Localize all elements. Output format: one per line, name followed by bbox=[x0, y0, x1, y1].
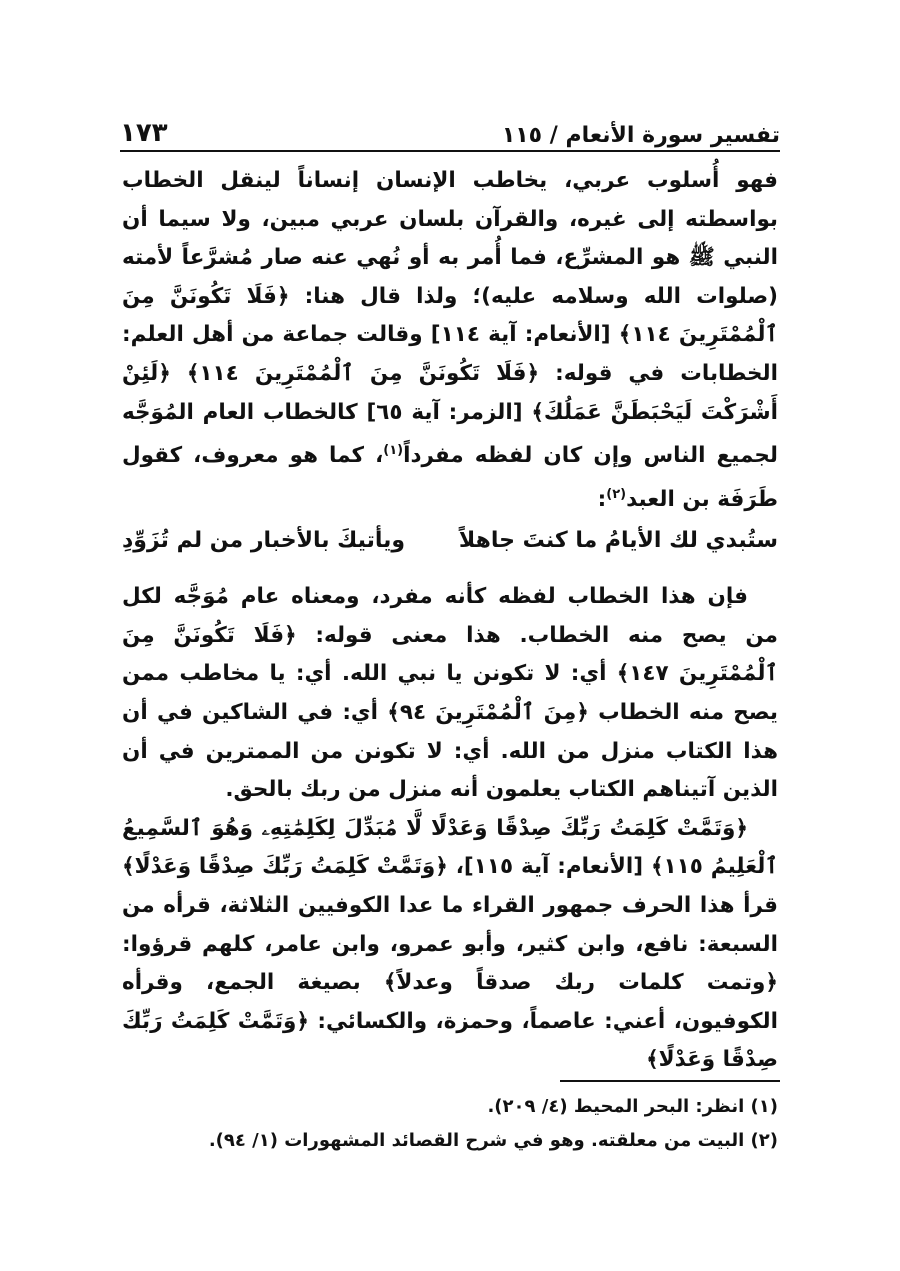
paragraph-1-tail: ، كما هو معروف، كقول طَرَفَة بن العبد bbox=[122, 443, 778, 513]
verse-second-hemistich: ويأتيكَ بالأخبار من لم تُزَوِّدِ bbox=[122, 527, 406, 553]
header-divider bbox=[120, 150, 780, 152]
paragraph-1 bbox=[122, 162, 778, 520]
page-number: ١٧٣ bbox=[120, 118, 168, 148]
running-header bbox=[120, 108, 780, 148]
paragraph-1-text: فهو أُسلوب عربي، يخاطب الإنسان إنساناً لينقل الخطاب بواسطته إلى غيره، والقرآن بلسان عربي مبين، ولا سيما أن النبي ﷺ هو المشرِّع، فما أُمر به أو نُهي عنه صار مُشرَّعاً لأمته (صلوات الله وسلامه عليه)؛ ولذا قال هنا: ﴿فَلَا تَكُونَنَّ مِنَ ٱلْمُمْتَرِينَ ١١٤﴾ [الأنعام: آية ١١٤] وقالت جماعة من أهل العلم: الخطابات في قوله: ﴿فَلَا تَكُونَنَّ مِنَ ٱلْمُمْتَرِينَ ١١٤﴾ ﴿لَئِنْ أَشْرَكْتَ لَيَحْبَطَنَّ عَمَلُكَ﴾ [الزمر: آية ٦٥] كالخطاب العام المُوَجَّه لجميع الناس وإن كان لفظه مفرداً bbox=[122, 168, 778, 469]
verse-first-hemistich: ستُبدي لك الأيامُ ما كنتَ جاهلاً bbox=[458, 527, 778, 553]
paragraph-3: ﴿وَتَمَّتْ كَلِمَتُ رَبِّكَ صِدْقًا وَعَدْلًا لَّا مُبَدِّلَ لِكَلِمَٰتِهِۦ وَهُوَ ٱلسَّمِيعُ ٱلْعَلِيمُ ١١٥﴾ [الأنعام: آية ١١٥]، ﴿وَتَمَّتْ كَلِمَتُ رَبِّكَ صِدْقًا وَعَدْلًا﴾ قرأ هذا الحرف جمهور القراء ما عدا الكوفيين الثلاثة، قرأه من السبعة: نافع، وابن كثير، وأبو عمرو، وابن عامر، كلهم قرؤوا: ﴿وتمت كلمات ربك صدقاً وعدلاً﴾ بصيغة الجمع، وقرأه الكوفيون، أعني: عاصماً، وحمزة، والكسائي: ﴿وَتَمَّتْ كَلِمَتُ رَبِّكَ صِدْقًا وَعَدْلًا﴾ bbox=[122, 815, 778, 1073]
poetry-verse bbox=[122, 522, 778, 561]
main-text bbox=[122, 162, 778, 1080]
footnotes bbox=[122, 1090, 778, 1158]
running-title: تفسير سورة الأنعام / ١١٥ bbox=[501, 123, 780, 148]
footnote-ref-2[interactable]: (٢) bbox=[606, 486, 627, 502]
footnote-ref-1[interactable]: (١) bbox=[383, 443, 404, 459]
footnote-2: (٢) البيت من معلقته. وهو في شرح القصائد المشهورات (١/ ٩٤). bbox=[208, 1130, 778, 1151]
footnote-divider bbox=[560, 1080, 780, 1082]
paragraph-1-end: : bbox=[597, 487, 607, 513]
footnote-1: (١) انظر: البحر المحيط (٤/ ٢٠٩). bbox=[487, 1096, 778, 1117]
paragraph-2: فإن هذا الخطاب لفظه كأنه مفرد، ومعناه عام مُوَجَّه لكل من يصح منه الخطاب. هذا معنى قوله: ﴿فَلَا تَكُونَنَّ مِنَ ٱلْمُمْتَرِينَ ١٤٧﴾ أي: لا تكونن يا نبي الله. أي: يا مخاطب ممن يصح منه الخطاب ﴿مِنَ ٱلْمُمْتَرِينَ ٩٤﴾ أي: في الشاكين في أن هذا الكتاب منزل من الله. أي: لا تكونن من الممترين في أن الذين آتيناهم الكتاب يعلمون أنه منزل من ربك بالحق. bbox=[122, 584, 778, 803]
